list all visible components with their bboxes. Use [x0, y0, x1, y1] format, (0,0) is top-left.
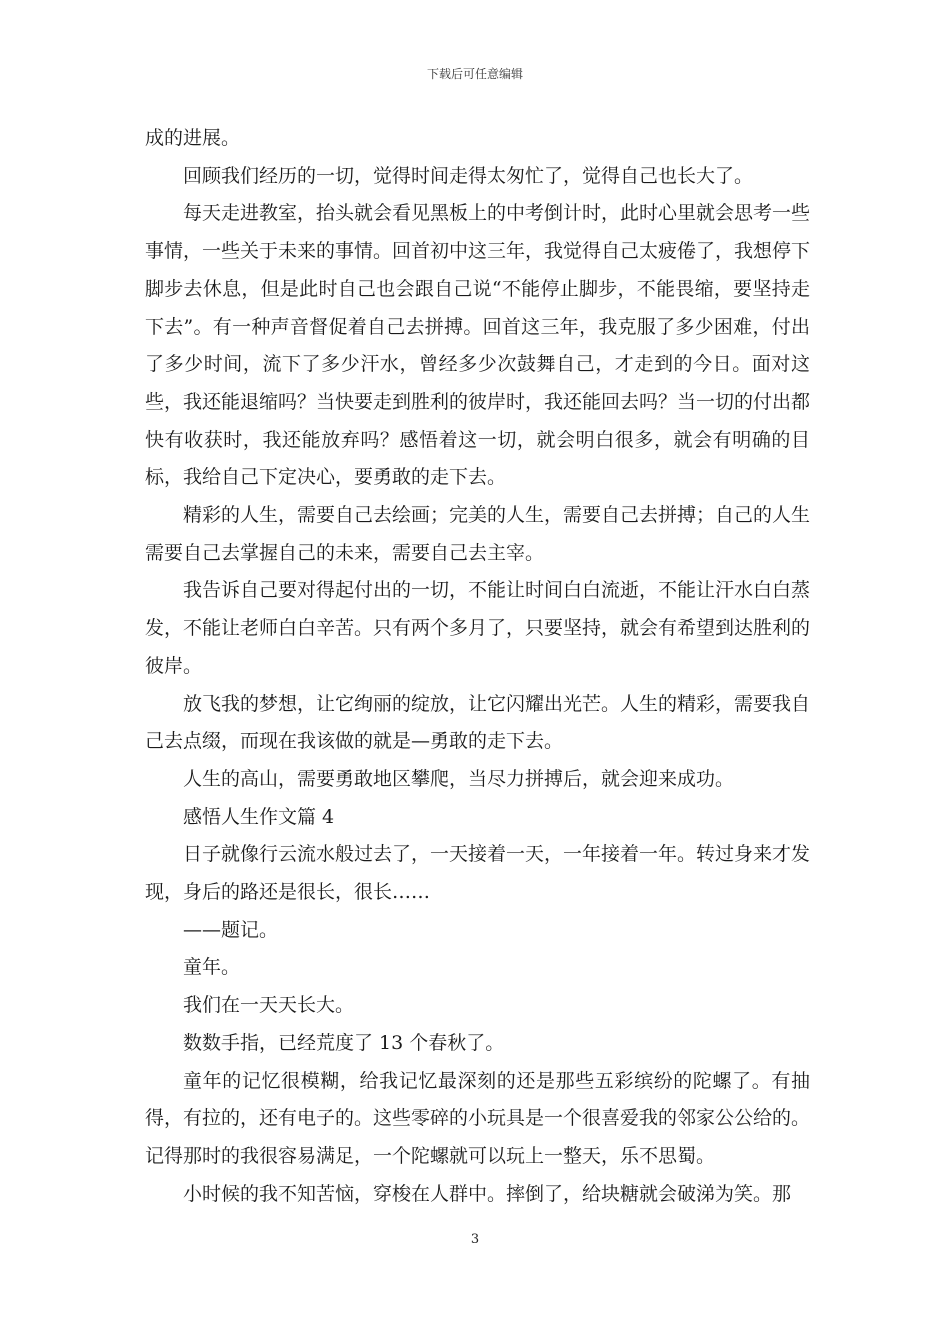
paragraph: 童年的记忆很模糊，给我记忆最深刻的还是那些五彩缤纷的陀螺了。有抽得，有拉的，还有电子的。这些零碎的小玩具是一个很喜爱我的邻家公公给的。记得那时的我很容易满足，一个陀螺就可以玩上一整天，乐不思蜀。 — [145, 1069, 811, 1167]
page-header: 下载后可任意编辑 — [426, 67, 523, 81]
paragraph: 我们在一天天长大。 — [183, 994, 355, 1017]
paragraph: 数数手指，已经荒度了 13 个春秋了。 — [183, 1031, 505, 1054]
section-heading: 感悟人生作文篇 4 — [183, 805, 335, 828]
paragraph: 我告诉自己要对得起付出的一切，不能让时间白白流逝，不能让汗水白白蒸发，不能让老师白白辛苦。只有两个多月了，只要坚持，就会有希望到达胜利的彼岸。 — [145, 579, 811, 677]
paragraph: 每天走进教室，抬头就会看见黑板上的中考倒计时，此时心里就会思考一些事情，一些关于未来的事情。回首初中这三年，我觉得自己太疲倦了，我想停下脚步去休息，但是此时自己也会跟自己说“不能停止脚步，不能畏缩，要坚持走下去”。有一种声音督促着自己去拼搏。回首这三年，我克服了多少困难，付出了多少时间，流下了多少汗水，曾经多少次鼓舞自己，才走到的今日。面对这些，我还能退缩吗？当快要走到胜利的彼岸时，我还能回去吗？当一切的付出都快有收获时，我还能放弃吗？感悟着这一切，就会明白很多，就会有明确的目标，我给自己下定决心，要勇敢的走下去。 — [145, 202, 811, 489]
paragraph: 人生的高山，需要勇敢地区攀爬，当尽力拼搏后，就会迎来成功。 — [183, 767, 735, 790]
paragraph-continuation: 成的进展。 — [145, 127, 241, 149]
paragraph: 日子就像行云流水般过去了，一天接着一天，一年接着一年。转过身来才发现，身后的路还是很长，很长…… — [145, 843, 811, 904]
paragraph: 回顾我们经历的一切，觉得时间走得太匆忙了，觉得自己也长大了。 — [183, 164, 754, 187]
paragraph: 放飞我的梦想，让它绚丽的绽放，让它闪耀出光芒。人生的精彩，需要我自己去点缀，而现在我该做的就是—勇敢的走下去。 — [145, 692, 811, 753]
paragraph: 小时候的我不知苦恼，穿梭在人群中。摔倒了，给块糖就会破涕为笑。那 — [183, 1182, 792, 1205]
paragraph: 童年。 — [183, 956, 241, 979]
paragraph: 精彩的人生，需要自己去绘画；完美的人生，需要自己去拼搏；自己的人生需要自己去掌握自己的未来，需要自己去主宰。 — [145, 504, 811, 564]
document-body — [145, 120, 810, 1213]
epigraph-attribution: ——题记。 — [183, 918, 279, 941]
page-number: 3 — [470, 1232, 480, 1247]
